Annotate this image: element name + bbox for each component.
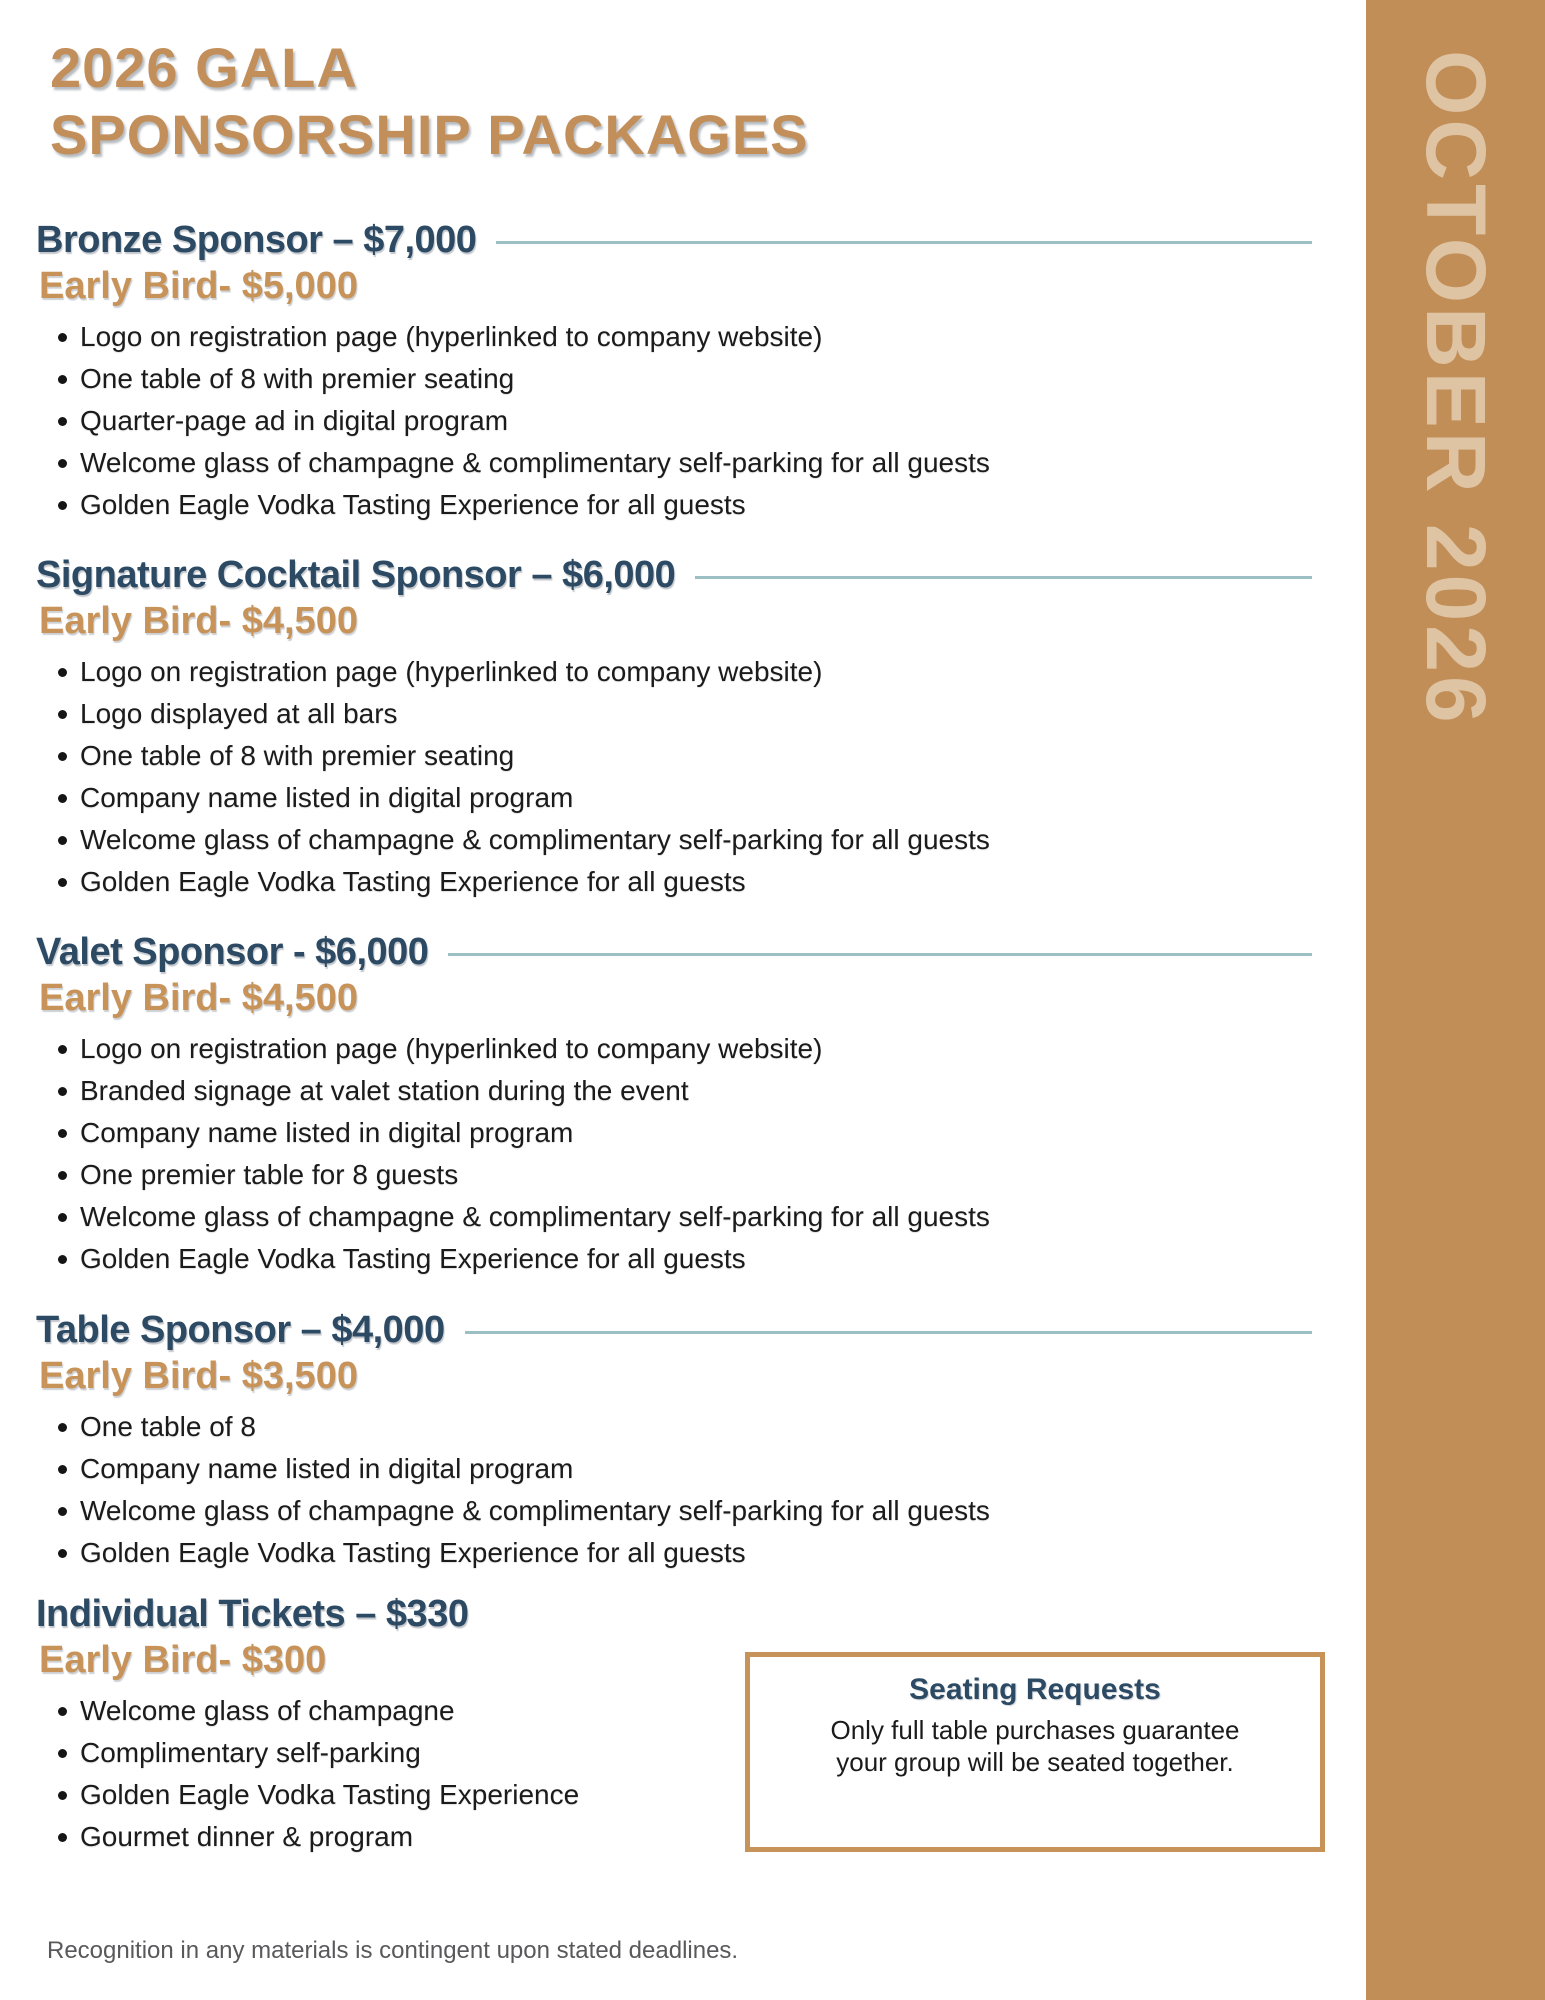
early-bird-price: Early Bird- $4,500 (39, 977, 358, 1019)
perk-item: Golden Eagle Vodka Tasting Experience for all guests (36, 1532, 1312, 1574)
section-header (36, 1592, 1312, 1636)
perk-item: Logo on registration page (hyperlinked to company website) (36, 1028, 1312, 1070)
section-header (36, 553, 1312, 597)
perk-item: Logo on registration page (hyperlinked to company website) (36, 651, 1312, 693)
perk-item: One table of 8 with premier seating (36, 358, 1312, 400)
perk-item: Quarter-page ad in digital program (36, 400, 1312, 442)
perk-item: Logo displayed at all bars (36, 693, 1312, 735)
page-title: 2026 GALA SPONSORSHIP PACKAGES (50, 36, 809, 166)
section-title: Valet Sponsor - $6,000 (36, 931, 429, 973)
seating-requests-title: Seating Requests (909, 1673, 1161, 1706)
perk-item: Welcome glass of champagne (36, 1690, 1312, 1732)
early-bird-price: Early Bird- $5,000 (39, 265, 358, 307)
sponsor-section (36, 218, 1312, 526)
divider-line (496, 241, 1312, 244)
perk-item: One premier table for 8 guests (36, 1154, 1312, 1196)
perk-item: One table of 8 with premier seating (36, 735, 1312, 777)
perk-item: Gourmet dinner & program (36, 1816, 1312, 1858)
perk-item: Company name listed in digital program (36, 1448, 1312, 1490)
perks-list (36, 316, 1312, 526)
perks-list (36, 651, 1312, 903)
early-bird-price: Early Bird- $300 (39, 1639, 327, 1681)
section-title: Individual Tickets – $330 (36, 1593, 469, 1635)
sidebar-banner (1366, 0, 1545, 2000)
sponsor-section (36, 553, 1312, 903)
section-title: Table Sponsor – $4,000 (36, 1309, 445, 1351)
divider-line (695, 576, 1312, 579)
perk-item: Company name listed in digital program (36, 1112, 1312, 1154)
seating-requests-box (745, 1652, 1325, 1852)
early-bird-price: Early Bird- $3,500 (39, 1355, 358, 1397)
sponsor-section (36, 1308, 1312, 1574)
perk-item: Welcome glass of champagne & complimentary self-parking for all guests (36, 819, 1312, 861)
seating-requests-body: Only full table purchases guarantee your group will be seated together. (830, 1715, 1240, 1777)
perks-list (36, 1028, 1312, 1280)
perk-item: Golden Eagle Vodka Tasting Experience for all guests (36, 484, 1312, 526)
section-title: Bronze Sponsor – $7,000 (36, 219, 477, 261)
sponsor-section (36, 930, 1312, 1280)
section-header (36, 930, 1312, 974)
early-bird-price: Early Bird- $4,500 (39, 600, 358, 642)
perk-item: Welcome glass of champagne & complimentary self-parking for all guests (36, 1196, 1312, 1238)
perk-item: Golden Eagle Vodka Tasting Experience for all guests (36, 1238, 1312, 1280)
perk-item: Branded signage at valet station during the event (36, 1070, 1312, 1112)
section-header (36, 1308, 1312, 1352)
section-header (36, 218, 1312, 262)
section-title: Signature Cocktail Sponsor – $6,000 (36, 554, 676, 596)
perk-item: Welcome glass of champagne & complimentary self-parking for all guests (36, 442, 1312, 484)
divider-line (465, 1331, 1312, 1334)
perk-item: Company name listed in digital program (36, 777, 1312, 819)
perk-item: Golden Eagle Vodka Tasting Experience for all guests (36, 861, 1312, 903)
perks-list (36, 1406, 1312, 1574)
divider-line (448, 953, 1312, 956)
footer-disclaimer: Recognition in any materials is contingent upon stated deadlines. (47, 1937, 739, 1964)
sidebar-month-label: OCTOBER 2026 (1409, 50, 1503, 727)
perk-item: Complimentary self-parking (36, 1732, 1312, 1774)
perk-item: Golden Eagle Vodka Tasting Experience (36, 1774, 1312, 1816)
perk-item: Logo on registration page (hyperlinked to company website) (36, 316, 1312, 358)
perk-item: One table of 8 (36, 1406, 1312, 1448)
perk-item: Welcome glass of champagne & complimentary self-parking for all guests (36, 1490, 1312, 1532)
